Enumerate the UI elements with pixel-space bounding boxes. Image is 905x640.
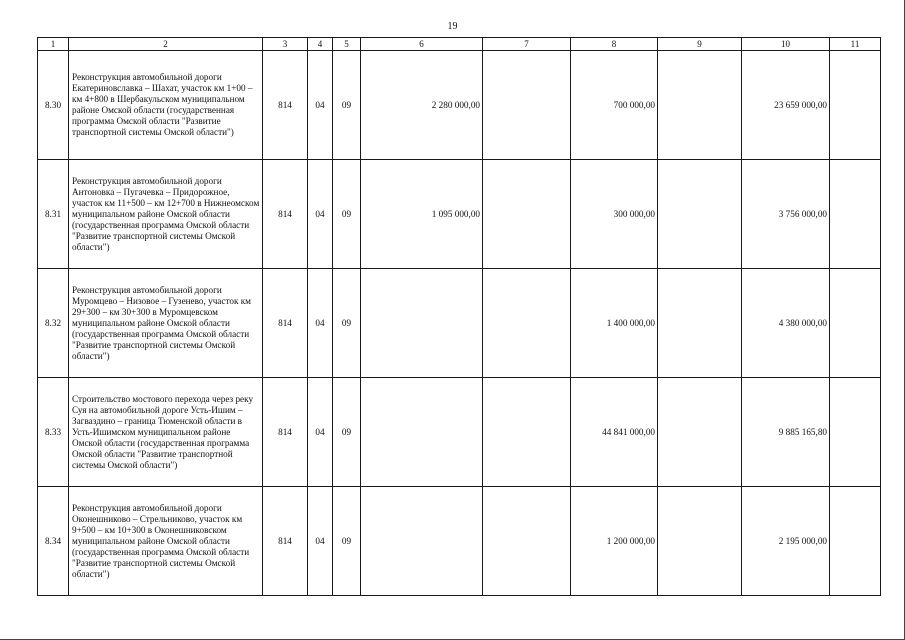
row-number: 8.32 — [38, 269, 69, 378]
code-cell: 04 — [308, 269, 333, 378]
code-cell: 09 — [333, 487, 361, 596]
code-cell: 814 — [263, 269, 308, 378]
column-number-row — [38, 38, 881, 51]
amount-cell: 3 756 000,00 — [742, 160, 830, 269]
column-header: 6 — [361, 38, 483, 51]
code-cell: 09 — [333, 160, 361, 269]
amount-cell — [830, 160, 881, 269]
column-header: 8 — [571, 38, 658, 51]
column-header: 4 — [308, 38, 333, 51]
code-cell: 04 — [308, 160, 333, 269]
amount-cell — [483, 160, 571, 269]
amount-cell — [830, 487, 881, 596]
project-name: Строительство мостового перехода через реку Суя на автомобильной дороге Усть-Ишим – Загваздино – граница Тюменской области в Усть-Ишимском муниципальном районе Омской области (государственная программа Омской области "Развитие транспортной системы Омской области") — [69, 378, 263, 487]
amount-cell — [658, 160, 742, 269]
column-header: 9 — [658, 38, 742, 51]
code-cell: 04 — [308, 378, 333, 487]
amount-cell: 1 095 000,00 — [361, 160, 483, 269]
amount-cell — [361, 269, 483, 378]
amount-cell — [658, 487, 742, 596]
amount-cell — [483, 269, 571, 378]
amount-cell: 300 000,00 — [571, 160, 658, 269]
project-name: Реконструкция автомобильной дороги Антоновка – Пугачевка – Придорожное, участок км 11+500 – км 12+700 в Нижнеомском муниципальном районе Омской области (государственная программа Омской области "Развитие транспортной системы Омской области") — [69, 160, 263, 269]
amount-cell — [658, 378, 742, 487]
code-cell: 814 — [263, 51, 308, 160]
row-number: 8.30 — [38, 51, 69, 160]
budget-table — [37, 37, 881, 596]
amount-cell: 44 841 000,00 — [571, 378, 658, 487]
row-number: 8.33 — [38, 378, 69, 487]
code-cell: 09 — [333, 378, 361, 487]
code-cell: 814 — [263, 378, 308, 487]
amount-cell — [361, 487, 483, 596]
amount-cell — [483, 378, 571, 487]
code-cell: 09 — [333, 269, 361, 378]
amount-cell — [830, 269, 881, 378]
amount-cell — [361, 378, 483, 487]
table-row — [38, 51, 881, 160]
amount-cell: 4 380 000,00 — [742, 269, 830, 378]
amount-cell: 9 885 165,80 — [742, 378, 830, 487]
amount-cell: 1 200 000,00 — [571, 487, 658, 596]
amount-cell — [483, 487, 571, 596]
code-cell: 814 — [263, 487, 308, 596]
table-row — [38, 160, 881, 269]
amount-cell — [483, 51, 571, 160]
code-cell: 04 — [308, 51, 333, 160]
row-number: 8.31 — [38, 160, 69, 269]
project-name: Реконструкция автомобильной дороги Екатериновславка – Шахат, участок км 1+00 – км 4+800 в Шербакульском муниципальном районе Омской области (государственная программа Омской области "Развитие транспортной системы Омской области") — [69, 51, 263, 160]
column-header: 10 — [742, 38, 830, 51]
table-body — [38, 38, 881, 596]
code-cell: 04 — [308, 487, 333, 596]
row-number: 8.34 — [38, 487, 69, 596]
page-number: 19 — [447, 21, 458, 32]
table-row — [38, 269, 881, 378]
amount-cell: 2 195 000,00 — [742, 487, 830, 596]
amount-cell: 2 280 000,00 — [361, 51, 483, 160]
amount-cell — [658, 51, 742, 160]
amount-cell: 700 000,00 — [571, 51, 658, 160]
amount-cell: 23 659 000,00 — [742, 51, 830, 160]
column-header: 3 — [263, 38, 308, 51]
column-header: 2 — [69, 38, 263, 51]
table-row — [38, 378, 881, 487]
table-row — [38, 487, 881, 596]
amount-cell — [830, 51, 881, 160]
code-cell: 814 — [263, 160, 308, 269]
column-header: 11 — [830, 38, 881, 51]
amount-cell — [658, 269, 742, 378]
amount-cell: 1 400 000,00 — [571, 269, 658, 378]
project-name: Реконструкция автомобильной дороги Муромцево – Низовое – Гузенево, участок км 29+300 – км 30+300 в Муромцевском муниципальном районе Омской области (государственная программа Омской области "Развитие транспортной системы Омской области") — [69, 269, 263, 378]
code-cell: 09 — [333, 51, 361, 160]
amount-cell — [830, 378, 881, 487]
project-name: Реконструкция автомобильной дороги Оконешниково – Стрельниково, участок км 9+500 – км 10+300 в Оконешниковском муниципальном районе Омской области (государственная программа Омской области "Развитие транспортной системы Омской области") — [69, 487, 263, 596]
column-header: 5 — [333, 38, 361, 51]
column-header: 7 — [483, 38, 571, 51]
column-header: 1 — [38, 38, 69, 51]
